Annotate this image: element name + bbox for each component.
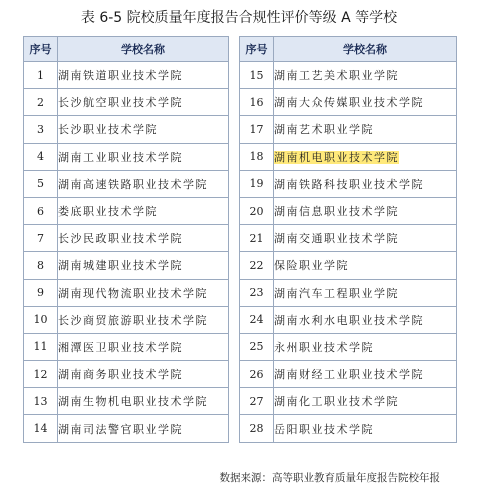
table-row	[24, 415, 229, 442]
school-name-text: 湖南化工职业技术学院	[274, 395, 399, 409]
row-number: 6	[24, 197, 58, 224]
table-row	[24, 62, 229, 89]
row-number: 13	[24, 388, 58, 415]
school-name	[274, 62, 457, 89]
school-table-right	[239, 36, 457, 443]
school-name	[58, 306, 229, 333]
school-name-text: 湖南商务职业技术学院	[58, 368, 183, 382]
school-name	[274, 388, 457, 415]
row-number: 27	[240, 388, 274, 415]
data-source-note: 数据来源：高等职业教育质量年度报告院校年报	[219, 472, 440, 484]
table-row	[240, 143, 457, 170]
school-name-text: 长沙商贸旅游职业技术学院	[58, 313, 208, 327]
table-row	[24, 225, 229, 252]
school-name-text: 保险职业学院	[274, 259, 349, 273]
school-name-text: 长沙航空职业技术学院	[58, 96, 183, 110]
table-row	[24, 333, 229, 360]
row-number: 4	[24, 143, 58, 170]
table-header-row	[240, 37, 457, 62]
school-name	[58, 116, 229, 143]
table-row	[24, 306, 229, 333]
row-number: 22	[240, 252, 274, 279]
row-number: 12	[24, 361, 58, 388]
school-name-text: 湖南水利水电职业技术学院	[274, 313, 424, 327]
row-number: 17	[240, 116, 274, 143]
row-number: 19	[240, 170, 274, 197]
school-name-text: 湖南汽车工程职业学院	[274, 286, 399, 300]
school-name	[274, 279, 457, 306]
table-row	[240, 361, 457, 388]
school-name	[274, 306, 457, 333]
header-no: 序号	[240, 37, 274, 62]
row-number: 18	[240, 143, 274, 170]
school-name-text: 湖南大众传媒职业技术学院	[274, 96, 424, 110]
row-number: 3	[24, 116, 58, 143]
row-number: 5	[24, 170, 58, 197]
school-name-text: 湖南生物机电职业技术学院	[58, 395, 208, 409]
school-name-text: 长沙职业技术学院	[58, 123, 158, 137]
school-name	[58, 225, 229, 252]
school-name	[274, 252, 457, 279]
row-number: 8	[24, 252, 58, 279]
row-number: 2	[24, 89, 58, 116]
table-row	[24, 170, 229, 197]
school-name-text: 湖南铁路科技职业技术学院	[274, 177, 424, 191]
row-number: 1	[24, 62, 58, 89]
table-row	[24, 197, 229, 224]
school-name	[58, 197, 229, 224]
row-number: 21	[240, 225, 274, 252]
school-name-text: 湖南交通职业技术学院	[274, 232, 399, 246]
table-row	[240, 279, 457, 306]
school-name	[274, 116, 457, 143]
table-row	[24, 143, 229, 170]
table-row	[240, 62, 457, 89]
table-row	[24, 388, 229, 415]
school-name-text: 湖南财经工业职业技术学院	[274, 368, 424, 382]
row-number: 25	[240, 333, 274, 360]
header-no: 序号	[24, 37, 58, 62]
highlighted-school-name: 湖南机电职业技术学院	[274, 150, 399, 164]
school-name	[58, 170, 229, 197]
table-row	[24, 252, 229, 279]
school-name	[274, 225, 457, 252]
school-name	[274, 197, 457, 224]
row-number: 11	[24, 333, 58, 360]
table-row	[240, 252, 457, 279]
table-row	[24, 89, 229, 116]
school-name	[58, 388, 229, 415]
row-number: 24	[240, 306, 274, 333]
school-name-text: 湖南现代物流职业技术学院	[58, 286, 208, 300]
table-row	[24, 361, 229, 388]
school-name	[58, 415, 229, 442]
row-number: 26	[240, 361, 274, 388]
school-name-text: 湖南铁道职业技术学院	[58, 69, 183, 83]
school-name-text: 湖南信息职业技术学院	[274, 205, 399, 219]
row-number: 28	[240, 415, 274, 442]
header-name: 学校名称	[274, 37, 457, 62]
row-number: 16	[240, 89, 274, 116]
row-number: 15	[240, 62, 274, 89]
school-name-text: 湖南城建职业技术学院	[58, 259, 183, 273]
school-name-text: 永州职业技术学院	[274, 340, 374, 354]
table-row	[240, 225, 457, 252]
school-table-left	[23, 36, 229, 443]
school-name-text: 娄底职业技术学院	[58, 205, 158, 219]
school-name	[274, 333, 457, 360]
table-row	[240, 116, 457, 143]
row-number: 20	[240, 197, 274, 224]
table-row	[240, 89, 457, 116]
row-number: 10	[24, 306, 58, 333]
school-name	[274, 143, 457, 170]
table-row	[240, 415, 457, 442]
school-name-text: 湖南工业职业技术学院	[58, 150, 183, 164]
school-name	[274, 361, 457, 388]
school-name	[58, 252, 229, 279]
table-row	[24, 279, 229, 306]
row-number: 14	[24, 415, 58, 442]
school-name	[274, 415, 457, 442]
school-name-text: 长沙民政职业技术学院	[58, 232, 183, 246]
table-row	[240, 197, 457, 224]
school-name-text: 湖南艺术职业学院	[274, 123, 374, 137]
table-header-row	[24, 37, 229, 62]
row-number: 9	[24, 279, 58, 306]
row-number: 23	[240, 279, 274, 306]
school-name-text: 湖南司法警官职业学院	[58, 422, 183, 436]
school-name	[274, 170, 457, 197]
school-name-text: 岳阳职业技术学院	[274, 422, 374, 436]
school-name-text: 湖南工艺美术职业学院	[274, 69, 399, 83]
table-caption: 表 6-5 院校质量年度报告合规性评价等级 A 等学校	[80, 10, 398, 26]
table-row	[240, 306, 457, 333]
table-row	[240, 388, 457, 415]
school-name	[58, 62, 229, 89]
school-name	[58, 89, 229, 116]
school-name	[58, 333, 229, 360]
school-name	[58, 361, 229, 388]
school-name	[58, 143, 229, 170]
school-name-text: 湖南高速铁路职业技术学院	[58, 177, 208, 191]
table-row	[240, 333, 457, 360]
header-name: 学校名称	[58, 37, 229, 62]
school-name	[274, 89, 457, 116]
row-number: 7	[24, 225, 58, 252]
table-row	[240, 170, 457, 197]
school-name-text: 湘潭医卫职业技术学院	[58, 340, 183, 354]
school-name	[58, 279, 229, 306]
table-row	[24, 116, 229, 143]
